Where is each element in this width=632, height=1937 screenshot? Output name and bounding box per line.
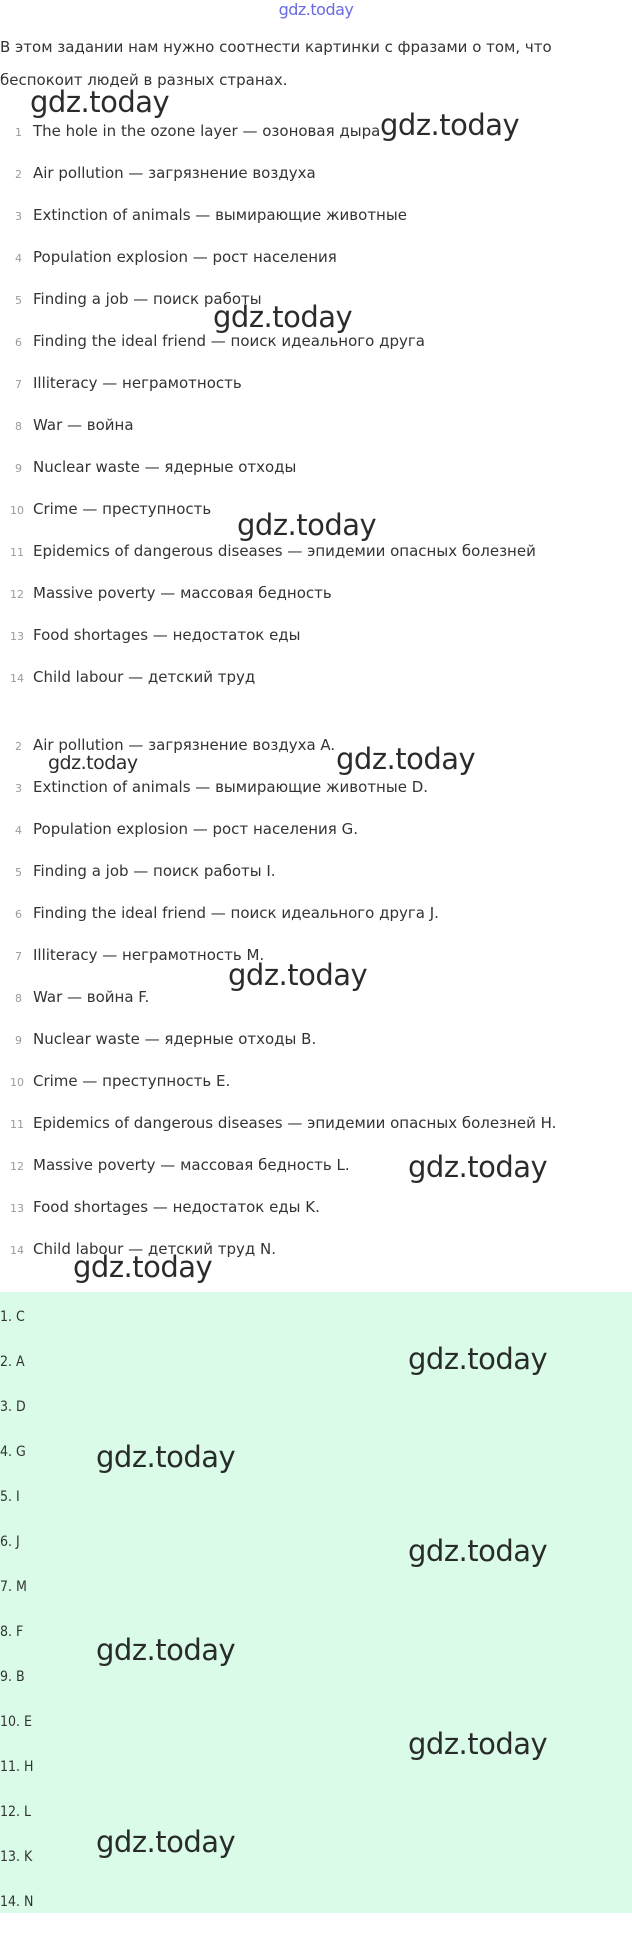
list-item — [0, 1197, 632, 1239]
answer-item: 4. G — [0, 1444, 26, 1460]
item-text: Finding the ideal friend — поиск идеального друга — [33, 332, 425, 350]
list-item — [0, 583, 632, 625]
watermark: gdz.today — [380, 108, 520, 142]
list-item — [0, 987, 632, 1029]
item-number: 10 — [10, 504, 24, 517]
item-number: 8 — [15, 992, 22, 1005]
item-number: 4 — [15, 824, 22, 837]
answer-item: 11. H — [0, 1759, 34, 1775]
watermark: gdz.today — [228, 958, 368, 992]
item-text: Finding a job — поиск работы I. — [33, 862, 276, 880]
list-item — [0, 1113, 632, 1155]
list-item — [0, 625, 632, 667]
list-item — [0, 331, 632, 373]
item-number: 2 — [15, 740, 22, 753]
item-text: Population explosion — рост населения G. — [33, 820, 358, 838]
item-text: Crime — преступность E. — [33, 1072, 231, 1090]
item-number: 9 — [15, 462, 22, 475]
vocabulary-list — [0, 121, 632, 709]
item-number: 13 — [10, 630, 24, 643]
item-text: Air pollution — загрязнение воздуха A. — [33, 736, 336, 754]
list-item — [0, 457, 632, 499]
list-item — [0, 205, 632, 247]
watermark: gdz.today — [408, 1534, 548, 1568]
list-item — [0, 1029, 632, 1071]
answer-item: 10. E — [0, 1714, 32, 1730]
item-number: 3 — [15, 782, 22, 795]
list-item — [0, 163, 632, 205]
list-item — [0, 373, 632, 415]
item-text: Food shortages — недостаток еды — [33, 626, 301, 644]
answer-item: 13. K — [0, 1849, 33, 1865]
item-number: 5 — [15, 866, 22, 879]
list-item — [0, 819, 632, 861]
answer-item: 2. A — [0, 1354, 25, 1370]
item-number: 8 — [15, 420, 22, 433]
list-item — [0, 861, 632, 903]
item-number: 10 — [10, 1076, 24, 1089]
watermark: gdz.today — [408, 1727, 548, 1761]
answer-item: 5. I — [0, 1489, 20, 1505]
list-item — [0, 121, 632, 163]
answer-item: 1. C — [0, 1309, 25, 1325]
watermark: gdz.today — [96, 1825, 236, 1859]
item-number: 14 — [10, 672, 24, 685]
item-text: Massive poverty — массовая бедность — [33, 584, 332, 602]
item-text: Extinction of animals — вымирающие животные — [33, 206, 407, 224]
list-item — [0, 777, 632, 819]
item-number: 13 — [10, 1202, 24, 1215]
item-text: Crime — преступность — [33, 500, 212, 518]
item-text: Population explosion — рост населения — [33, 248, 337, 266]
watermark: gdz.today — [73, 1250, 213, 1284]
watermark: gdz.today — [237, 508, 377, 542]
item-number: 14 — [10, 1244, 24, 1257]
list-item — [0, 1071, 632, 1113]
item-text: Air pollution — загрязнение воздуха — [33, 164, 316, 182]
item-text: Extinction of animals — вымирающие животные D. — [33, 778, 429, 796]
watermark: gdz.today — [48, 752, 138, 774]
item-number: 1 — [15, 126, 22, 139]
item-number: 9 — [15, 1034, 22, 1047]
answer-item: 7. M — [0, 1579, 27, 1595]
answer-item: 8. F — [0, 1624, 24, 1640]
answer-item: 3. D — [0, 1399, 26, 1415]
item-text: Epidemics of dangerous diseases — эпидемии опасных болезней H. — [33, 1114, 557, 1132]
item-number: 6 — [15, 336, 22, 349]
item-text: Illiteracy — неграмотность — [33, 374, 242, 392]
intro-line-2: беспокоит людей в разных странах. — [0, 71, 288, 89]
answer-item: 6. J — [0, 1534, 20, 1550]
watermark: gdz.today — [30, 85, 170, 119]
list-item — [0, 541, 632, 583]
item-text: Illiteracy — неграмотность M. — [33, 946, 265, 964]
item-number: 11 — [10, 546, 24, 559]
item-text: Nuclear waste — ядерные отходы B. — [33, 1030, 317, 1048]
answer-item: 9. B — [0, 1669, 25, 1685]
item-number: 7 — [15, 378, 22, 391]
item-text: Child labour — детский труд — [33, 668, 256, 686]
item-number: 3 — [15, 210, 22, 223]
list-item — [0, 903, 632, 945]
watermark: gdz.today — [96, 1633, 236, 1667]
item-text: Child labour — детский труд N. — [33, 1240, 277, 1258]
watermark: gdz.today — [408, 1342, 548, 1376]
item-text: Finding the ideal friend — поиск идеального друга J. — [33, 904, 439, 922]
list-item — [0, 247, 632, 289]
watermark: gdz.today — [408, 1150, 548, 1184]
answer-item: 14. N — [0, 1894, 34, 1910]
watermark: gdz.today — [96, 1440, 236, 1474]
answer-block — [0, 1292, 632, 1913]
answer-item: 12. L — [0, 1804, 32, 1820]
item-text: The hole in the ozone layer — озоновая дыра — [33, 122, 381, 140]
item-number: 11 — [10, 1118, 24, 1131]
item-text: Epidemics of dangerous diseases — эпидемии опасных болезней — [33, 542, 536, 560]
item-text: Finding a job — поиск работы — [33, 290, 262, 308]
item-text: War — война — [33, 416, 134, 434]
watermark: gdz.today — [213, 300, 353, 334]
item-number: 12 — [10, 588, 24, 601]
item-text: Massive poverty — массовая бедность L. — [33, 1156, 350, 1174]
item-number: 4 — [15, 252, 22, 265]
list-item — [0, 667, 632, 709]
matching-list — [0, 735, 632, 1281]
site-logo[interactable]: gdz.today — [278, 0, 354, 19]
watermark: gdz.today — [336, 742, 476, 776]
item-number: 2 — [15, 168, 22, 181]
intro-line-1: В этом задании нам нужно соотнести картинки с фразами о том, что — [0, 38, 552, 56]
item-text: War — война F. — [33, 988, 150, 1006]
item-text: Food shortages — недостаток еды K. — [33, 1198, 320, 1216]
item-number: 6 — [15, 908, 22, 921]
item-number: 12 — [10, 1160, 24, 1173]
item-text: Nuclear waste — ядерные отходы — [33, 458, 297, 476]
list-item — [0, 415, 632, 457]
item-number: 5 — [15, 294, 22, 307]
item-number: 7 — [15, 950, 22, 963]
